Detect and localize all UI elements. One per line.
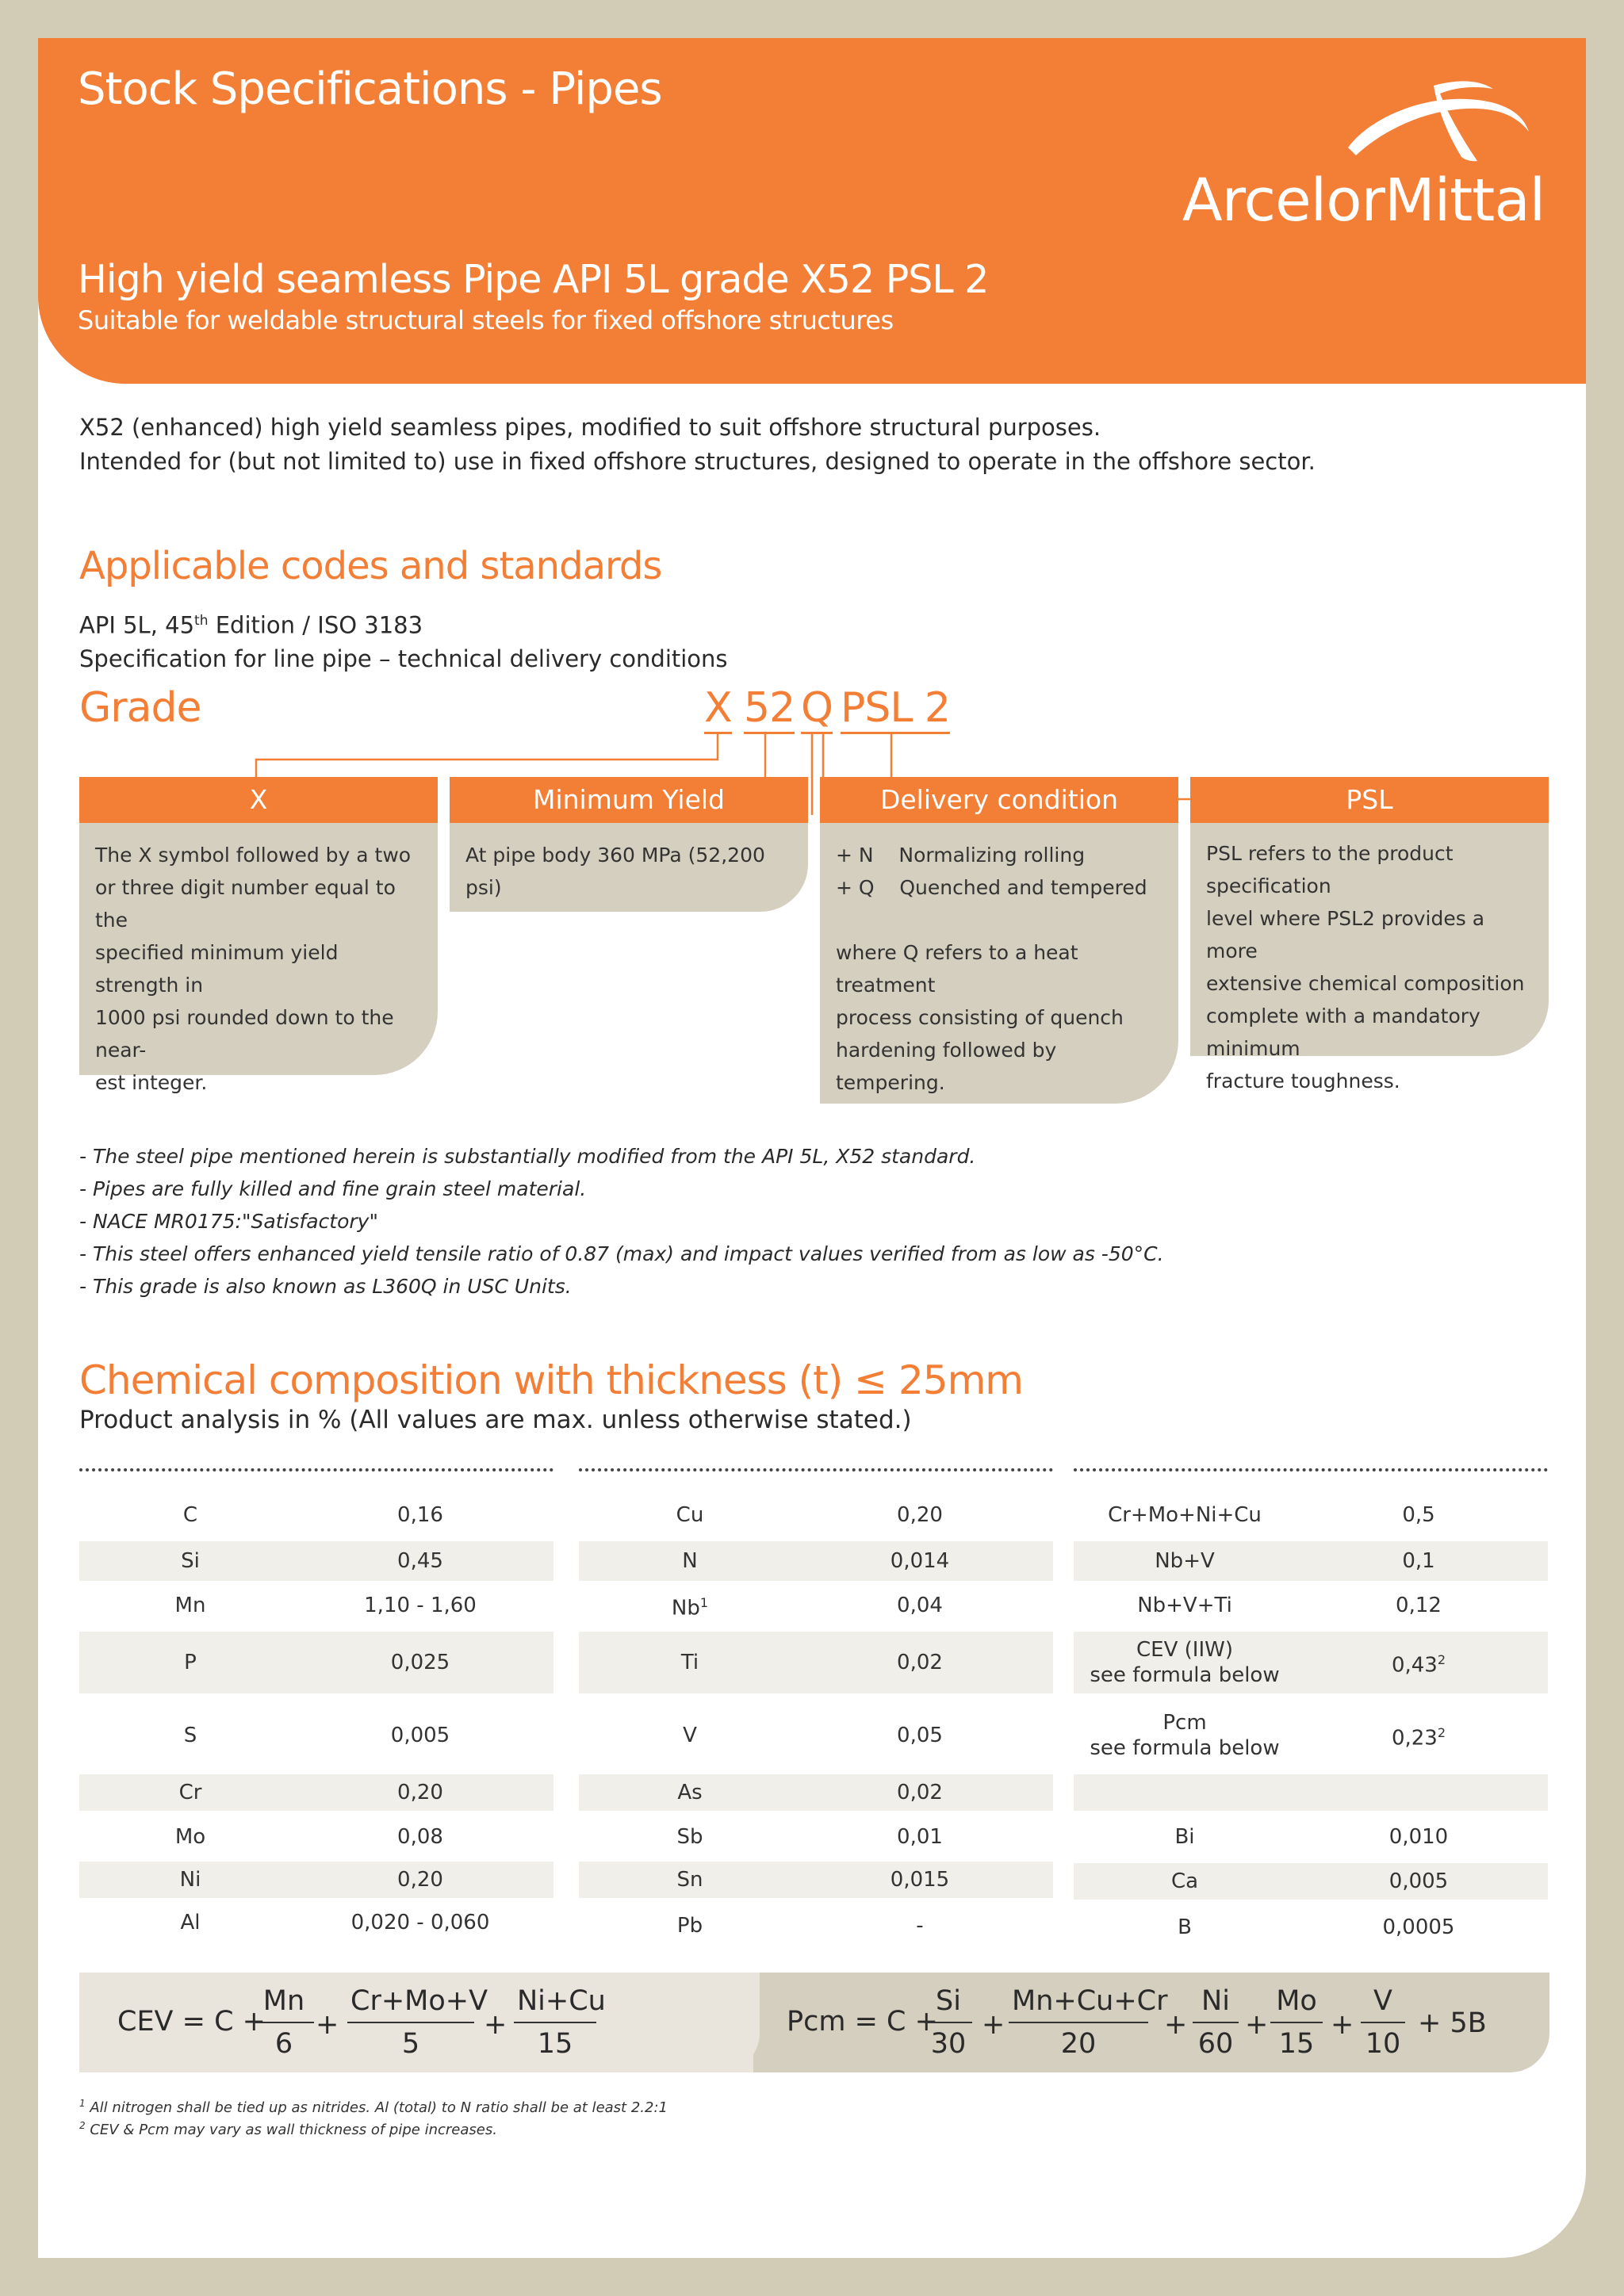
pcm-lhs: Pcm = C + <box>787 2006 938 2038</box>
table-row: Si 0,45 <box>79 1541 553 1581</box>
table-row: Mo 0,08 <box>174 1825 443 1849</box>
box-text: PSL refers to the product specification level where PSL2 provides a more extensive chemical composition complete with a mandatory minimum fracture toughness. <box>1206 842 1525 1093</box>
box-heading: PSL <box>1190 777 1549 823</box>
table-row: B 0,0005 <box>1178 1915 1455 1939</box>
codes-heading: Applicable codes and standards <box>79 544 662 588</box>
cev-term: $\frac{Mn}{6}$ <box>254 1980 314 2064</box>
pcm-term: $\frac{Mo}{15}$ <box>1270 1980 1323 2064</box>
table-row: Bi 0,010 <box>1174 1825 1449 1849</box>
spec-sheet <box>38 38 1586 2258</box>
grade-part-delivery: Q <box>801 684 833 734</box>
footnote: $^2$ CEV & Pcm may vary as wall thickness of pipe increases. <box>79 2120 497 2138</box>
pcm-term: $\frac{Mn+Cu+Cr}{20}$ <box>1009 1980 1148 2064</box>
plus-sign: + <box>316 2009 339 2041</box>
table-row: Nb$^1$ 0,04 <box>671 1594 943 1621</box>
table-row: V 0,05 <box>683 1724 943 1747</box>
grade-part-x: X <box>704 684 732 734</box>
box-heading: Minimum Yield <box>450 777 808 823</box>
cev-lhs: CEV = C + <box>117 2006 266 2038</box>
intro-text <box>79 411 1316 479</box>
grade-part-yield: 52 <box>744 684 795 734</box>
notes-list <box>79 1140 1164 1303</box>
table-row: Cu 0,20 <box>676 1503 943 1527</box>
plus-sign: + <box>484 2009 508 2041</box>
grade-part-psl: PSL 2 <box>841 684 950 734</box>
divider <box>79 1468 553 1471</box>
pcm-term: $\frac{Si}{30}$ <box>925 1980 972 2064</box>
product-subtitle: Suitable for weldable structural steels for fixed offshore structures <box>78 305 894 335</box>
cev-term: $\frac{Cr+Mo+V}{5}$ <box>347 1980 474 2064</box>
plus-sign: + <box>1164 2009 1188 2041</box>
table-row: Mn 1,10 - 1,60 <box>174 1594 477 1617</box>
table-row <box>1074 1774 1548 1811</box>
box-heading: X <box>79 777 438 823</box>
header-banner <box>38 38 1586 384</box>
grade-heading: Grade <box>79 684 201 732</box>
table-row: Pcm see formula below 0,23$^2$ <box>1090 1711 1446 1760</box>
table-row: Cr 0,20 <box>79 1774 553 1811</box>
pcm-term: $\frac{V}{10}$ <box>1361 1980 1405 2064</box>
divider <box>1074 1468 1548 1471</box>
logo-wordmark: ArcelorMittal <box>1182 166 1545 235</box>
note-item: - NACE MR0175:"Satisfactory" <box>79 1210 378 1233</box>
table-row: N 0,014 <box>579 1541 1053 1581</box>
product-title: High yield seamless Pipe API 5L grade X52 PSL 2 <box>78 257 989 302</box>
pcm-tail: + 5B <box>1418 2007 1487 2039</box>
sheet-title: Stock Specifications - Pipes <box>78 63 662 115</box>
codes-line: API 5L, 45th Edition / ISO 3183 <box>79 611 423 639</box>
table-row: Nb+V 0,1 <box>1074 1541 1548 1581</box>
table-row: Sb 0,01 <box>676 1825 943 1849</box>
box-text: At pipe body 360 MPa (52,200 psi) <box>465 844 765 899</box>
table-row: Nb+V+Ti 0,12 <box>1137 1594 1442 1617</box>
box-text: + N Normalizing rolling + Q Quenched and tempered where Q refers to a heat treatment process consisting of quench hardening followed by tempering. <box>836 844 1147 1094</box>
pcm-term: $\frac{Ni}{60}$ <box>1193 1980 1239 2064</box>
table-row: Ti 0,02 <box>579 1632 1053 1693</box>
table-row: Sn 0,015 <box>579 1862 1053 1898</box>
table-row: Pb - <box>676 1914 924 1938</box>
note-item: - This grade is also known as L360Q in USC Units. <box>79 1275 572 1298</box>
grade-box-psl <box>1190 777 1549 1093</box>
codes-line: Specification for line pipe – technical delivery conditions <box>79 645 728 672</box>
intro-line: X52 (enhanced) high yield seamless pipes, modified to suit offshore structural purposes. <box>79 414 1101 441</box>
table-row: P 0,025 <box>79 1632 553 1693</box>
note-item: - This steel offers enhanced yield tensile ratio of 0.87 (max) and impact values verified from as low as -50°C. <box>79 1242 1164 1265</box>
grade-box-x <box>79 777 438 1094</box>
grade-box-minimum-yield <box>450 777 808 912</box>
intro-line: Intended for (but not limited to) use in fixed offshore structures, designed to operate in the offshore sector. <box>79 448 1316 475</box>
table-row: C 0,16 <box>182 1503 443 1527</box>
table-row: Al 0,020 - 0,060 <box>180 1911 490 1934</box>
divider <box>579 1468 1053 1471</box>
box-heading: Delivery condition <box>820 777 1178 823</box>
table-row: Ni 0,20 <box>79 1862 553 1898</box>
note-item: - The steel pipe mentioned herein is substantially modified from the API 5L, X52 standard. <box>79 1145 976 1168</box>
table-row: S 0,005 <box>183 1724 450 1747</box>
cev-term: $\frac{Ni+Cu}{15}$ <box>514 1980 596 2064</box>
plus-sign: + <box>1245 2009 1269 2041</box>
table-row: Ca 0,005 <box>1074 1863 1548 1900</box>
plus-sign: + <box>1331 2009 1354 2041</box>
chem-subtitle: Product analysis in % (All values are max. unless otherwise stated.) <box>79 1406 912 1434</box>
table-row: Cr+Mo+Ni+Cu 0,5 <box>1108 1503 1435 1527</box>
arcelormittal-logo-icon <box>1339 70 1537 173</box>
chem-heading: Chemical composition with thickness (t) ≤ 25mm <box>79 1357 1023 1403</box>
footnote: $^1$ All nitrogen shall be tied up as nitrides. Al (total) to N ratio shall be at least 2.2:1 <box>79 2098 668 2116</box>
plus-sign: + <box>982 2009 1005 2041</box>
table-row: As 0,02 <box>579 1774 1053 1811</box>
grade-box-delivery-condition <box>820 777 1178 1104</box>
box-text: The X symbol followed by a two or three digit number equal to the specified minimum yield strength in 1000 psi rounded down to the near- est integer. <box>95 844 412 1094</box>
note-item: - Pipes are fully killed and fine grain steel material. <box>79 1177 587 1200</box>
codes-text <box>79 604 728 675</box>
table-row: CEV (IIW) see formula below 0,43$^2$ <box>1074 1632 1548 1693</box>
